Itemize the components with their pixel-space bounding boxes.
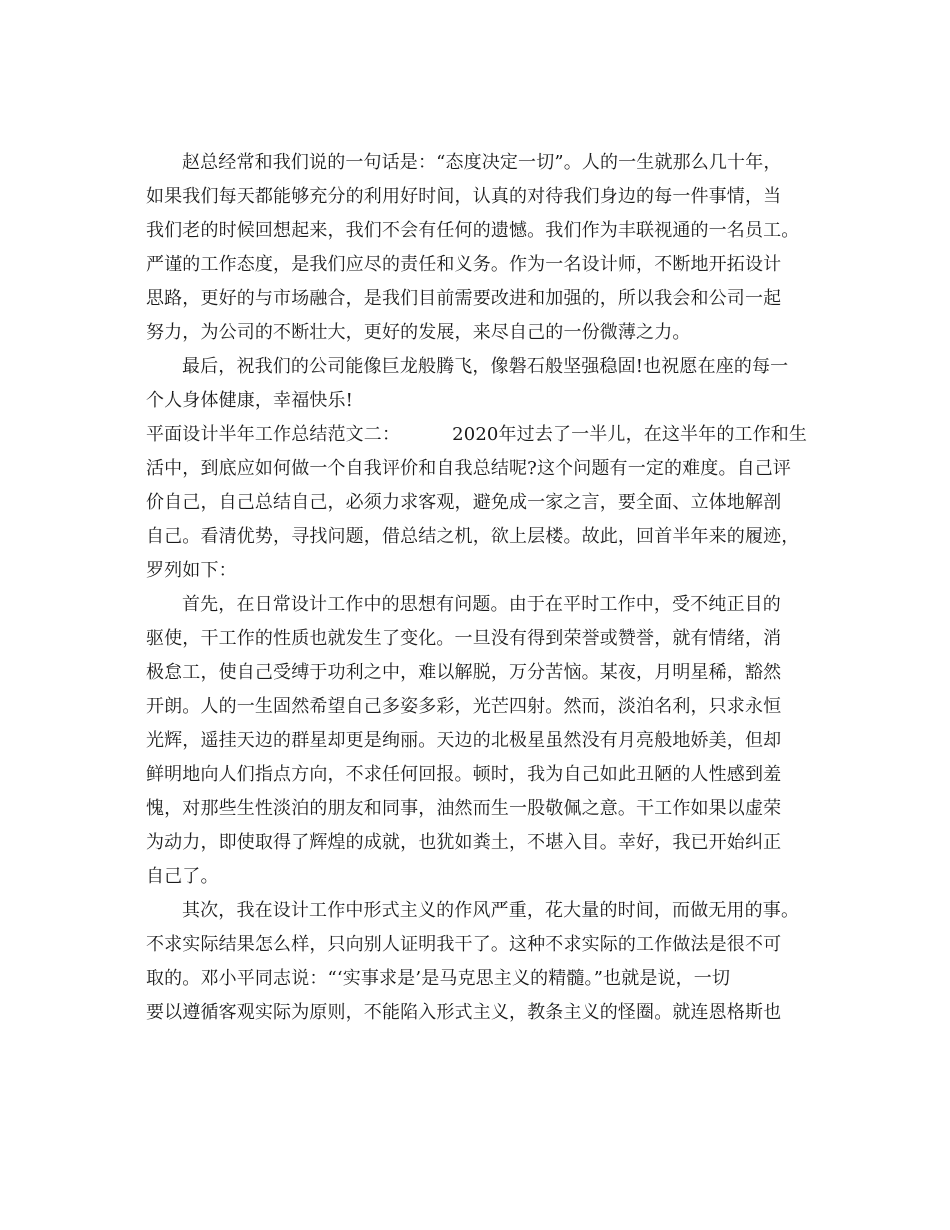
text-line: 严谨的工作态度，是我们应尽的责任和义务。作为一名设计师，不断地开拓设计: [146, 254, 782, 275]
text-line: 驱使，干工作的性质也就发生了变化。一旦没有得到荣誉或赞誉，就有情绪，消: [146, 628, 782, 649]
text-line: 我们老的时候回想起来，我们不会有任何的遗憾。我们作为丰联视通的一名员工。: [146, 220, 800, 241]
text-line: 努力，为公司的不断壮大，更好的发展，来尽自己的一份微薄之力。: [146, 322, 691, 343]
text-line: 赵总经常和我们说的一句话是：“态度决定一切”。人的一生就那么几十年，: [182, 152, 782, 173]
text-line: 活中，到底应如何做一个自我评价和自我总结呢?这个问题有一定的难度。自己评: [146, 458, 792, 479]
text-line: 思路，更好的与市场融合，是我们目前需要改进和加强的，所以我会和公司一起: [146, 288, 782, 309]
text-line: 极怠工，使自己受缚于功利之中，难以解脱，万分苦恼。某夜，月明星稀，豁然: [146, 662, 782, 683]
text-line: 取的。邓小平同志说：“‘实事求是’是马克思主义的精髓。”也就是说，一切: [146, 968, 731, 989]
text-line: 罗列如下：: [146, 560, 237, 581]
text-line: 愧，对那些生性淡泊的朋友和同事，油然而生一股敬佩之意。干工作如果以虚荣: [146, 798, 782, 819]
text-line: 开朗。人的一生固然希望自己多姿多彩，光芒四射。然而，淡泊名利，只求永恒: [146, 696, 782, 717]
text-line: 光辉，遥挂天边的群星却更是绚丽。天边的北极星虽然没有月亮般地娇美，但却: [146, 730, 782, 751]
section-heading: 平面设计半年工作总结范文二：: [146, 424, 401, 445]
text-line: 最后，祝我们的公司能像巨龙般腾飞，像磐石般坚强稳固!也祝愿在座的每一: [182, 356, 789, 377]
text-line: 鲜明地向人们指点方向，不求任何回报。顿时，我为自己如此丑陋的人性感到羞: [146, 764, 782, 785]
text-line: 自己。看清优势，寻找问题，借总结之机，欲上层楼。故此，回首半年来的履迹，: [146, 526, 800, 547]
text-line: 其次，我在设计工作中形式主义的作风严重，花大量的时间，而做无用的事。: [182, 900, 800, 921]
text-line: 如果我们每天都能够充分的利用好时间，认真的对待我们身边的每一件事情，当: [146, 186, 782, 207]
text-line: 要以遵循客观实际为原则，不能陷入形式主义，教条主义的怪圈。就连恩格斯也: [146, 1002, 782, 1023]
text-line: 为动力，即使取得了辉煌的成就，也犹如粪土，不堪入目。幸好，我已开始纠正: [146, 832, 782, 853]
text-line: 首先，在日常设计工作中的思想有问题。由于在平时工作中，受不纯正目的: [182, 594, 781, 615]
text-line: 价自己，自己总结自己，必须力求客观，避免成一家之言，要全面、立体地解剖: [146, 492, 782, 513]
text-line: 不求实际结果怎么样，只向别人证明我干了。这种不求实际的工作做法是很不可: [146, 934, 782, 955]
text-line: 2020年过去了一半儿，在这半年的工作和生: [452, 424, 808, 445]
text-line: 自己了。: [146, 866, 219, 887]
section-heading-line: [146, 418, 807, 452]
text-line: 个人身体健康，幸福快乐!: [146, 390, 354, 411]
